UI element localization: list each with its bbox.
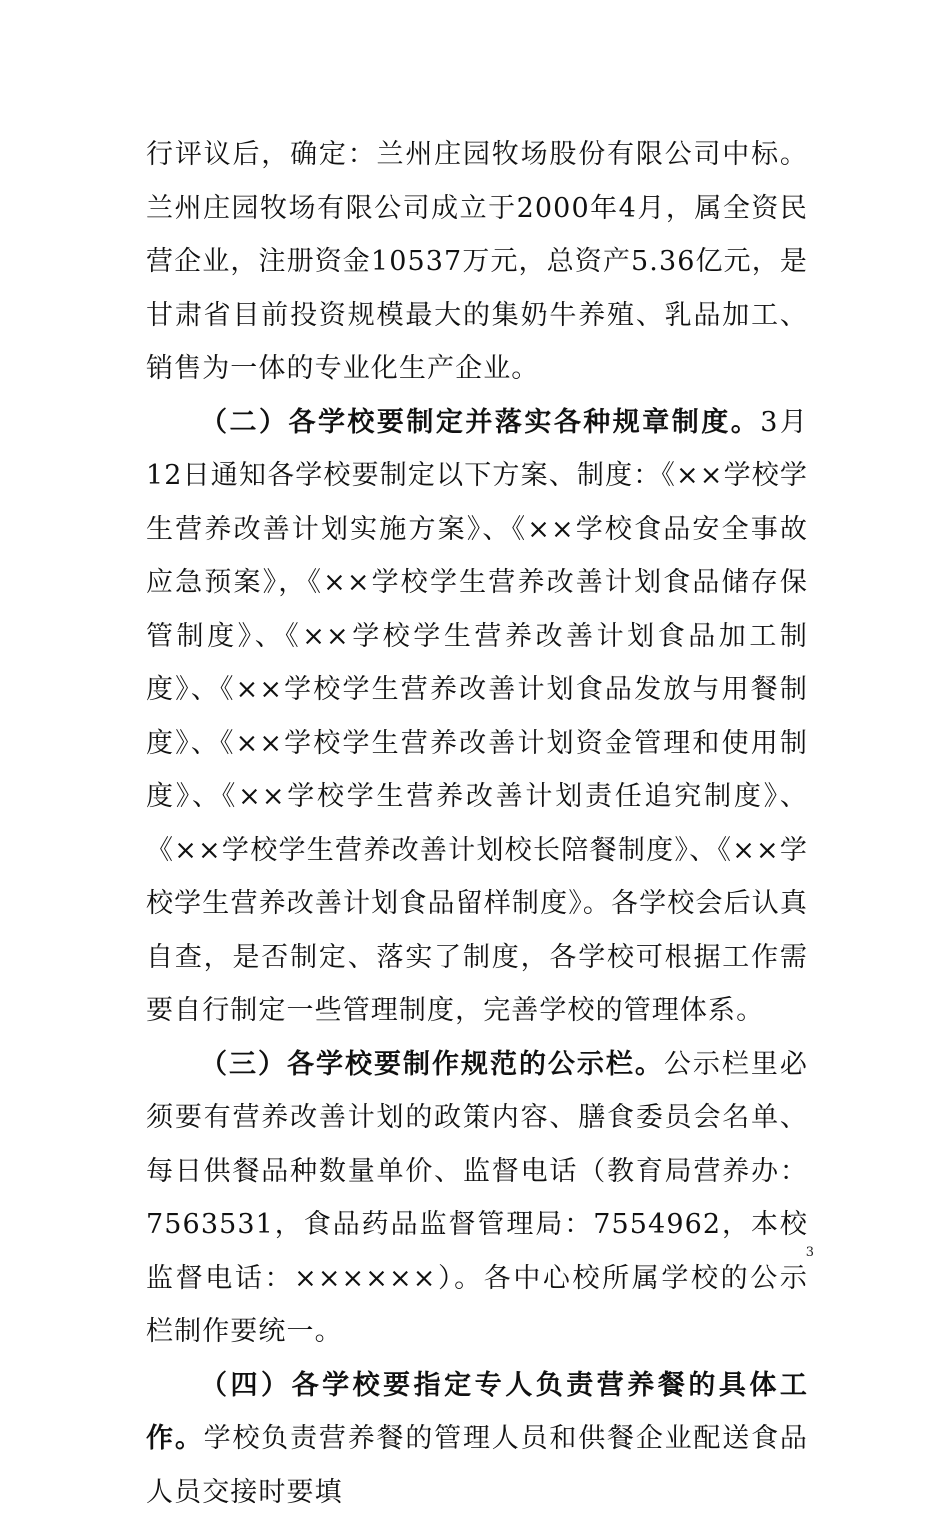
paragraph-4-heading: （四）各学校要指定专人负责营养餐的具体工作。 — [146, 1370, 808, 1455]
paragraph-2-heading: （二）各学校要制定并落实各种规章制度。 — [200, 407, 760, 438]
paragraph-1 — [146, 128, 808, 396]
paragraph-3-text: 公示栏里必须要有营养改善计划的政策内容、膳食委员会名单、每日供餐品种数量单价、监督电话（教育局营养办：7563531，食品药品监督管理局：7554962，本校监督电话：××××××）。各中心校所属学校的公示栏制作要统一。 — [146, 1049, 808, 1348]
page-number: 3 — [790, 1245, 814, 1260]
paragraph-2 — [146, 396, 808, 1038]
paragraph-2-text: 3月12日通知各学校要制定以下方案、制度：《××学校学生营养改善计划实施方案》、《××学校食品安全事故应急预案》，《××学校学生营养改善计划食品储存保管制度》、《××学校学生营养改善计划食品加工制度》、《××学校学生营养改善计划食品发放与用餐制度》、《××学校学生营养改善计划资金管理和使用制度》、《××学校学生营养改善计划责任追究制度》、《××学校学生营养改善计划校长陪餐制度》、《××学校学生营养改善计划食品留样制度》。各学校会后认真自查，是否制定、落实了制度，各学校可根据工作需要自行制定一些管理制度，完善学校的管理体系。 — [146, 407, 808, 1027]
paragraph-3-heading: （三）各学校要制作规范的公示栏。 — [200, 1049, 664, 1080]
paragraph-1-text: 行评议后，确定：兰州庄园牧场股份有限公司中标。兰州庄园牧场有限公司成立于2000年4月，属全资民营企业，注册资金10537万元，总资产5.36亿元，是甘肃省目前投资规模最大的集奶牛养殖、乳品加工、销售为一体的专业化生产企业。 — [146, 139, 808, 384]
paragraph-4 — [146, 1359, 808, 1519]
paragraph-4-text: 学校负责营养餐的管理人员和供餐企业配送食品人员交接时要填 — [146, 1423, 808, 1508]
paragraph-3 — [146, 1038, 808, 1359]
document-body — [146, 128, 808, 1519]
